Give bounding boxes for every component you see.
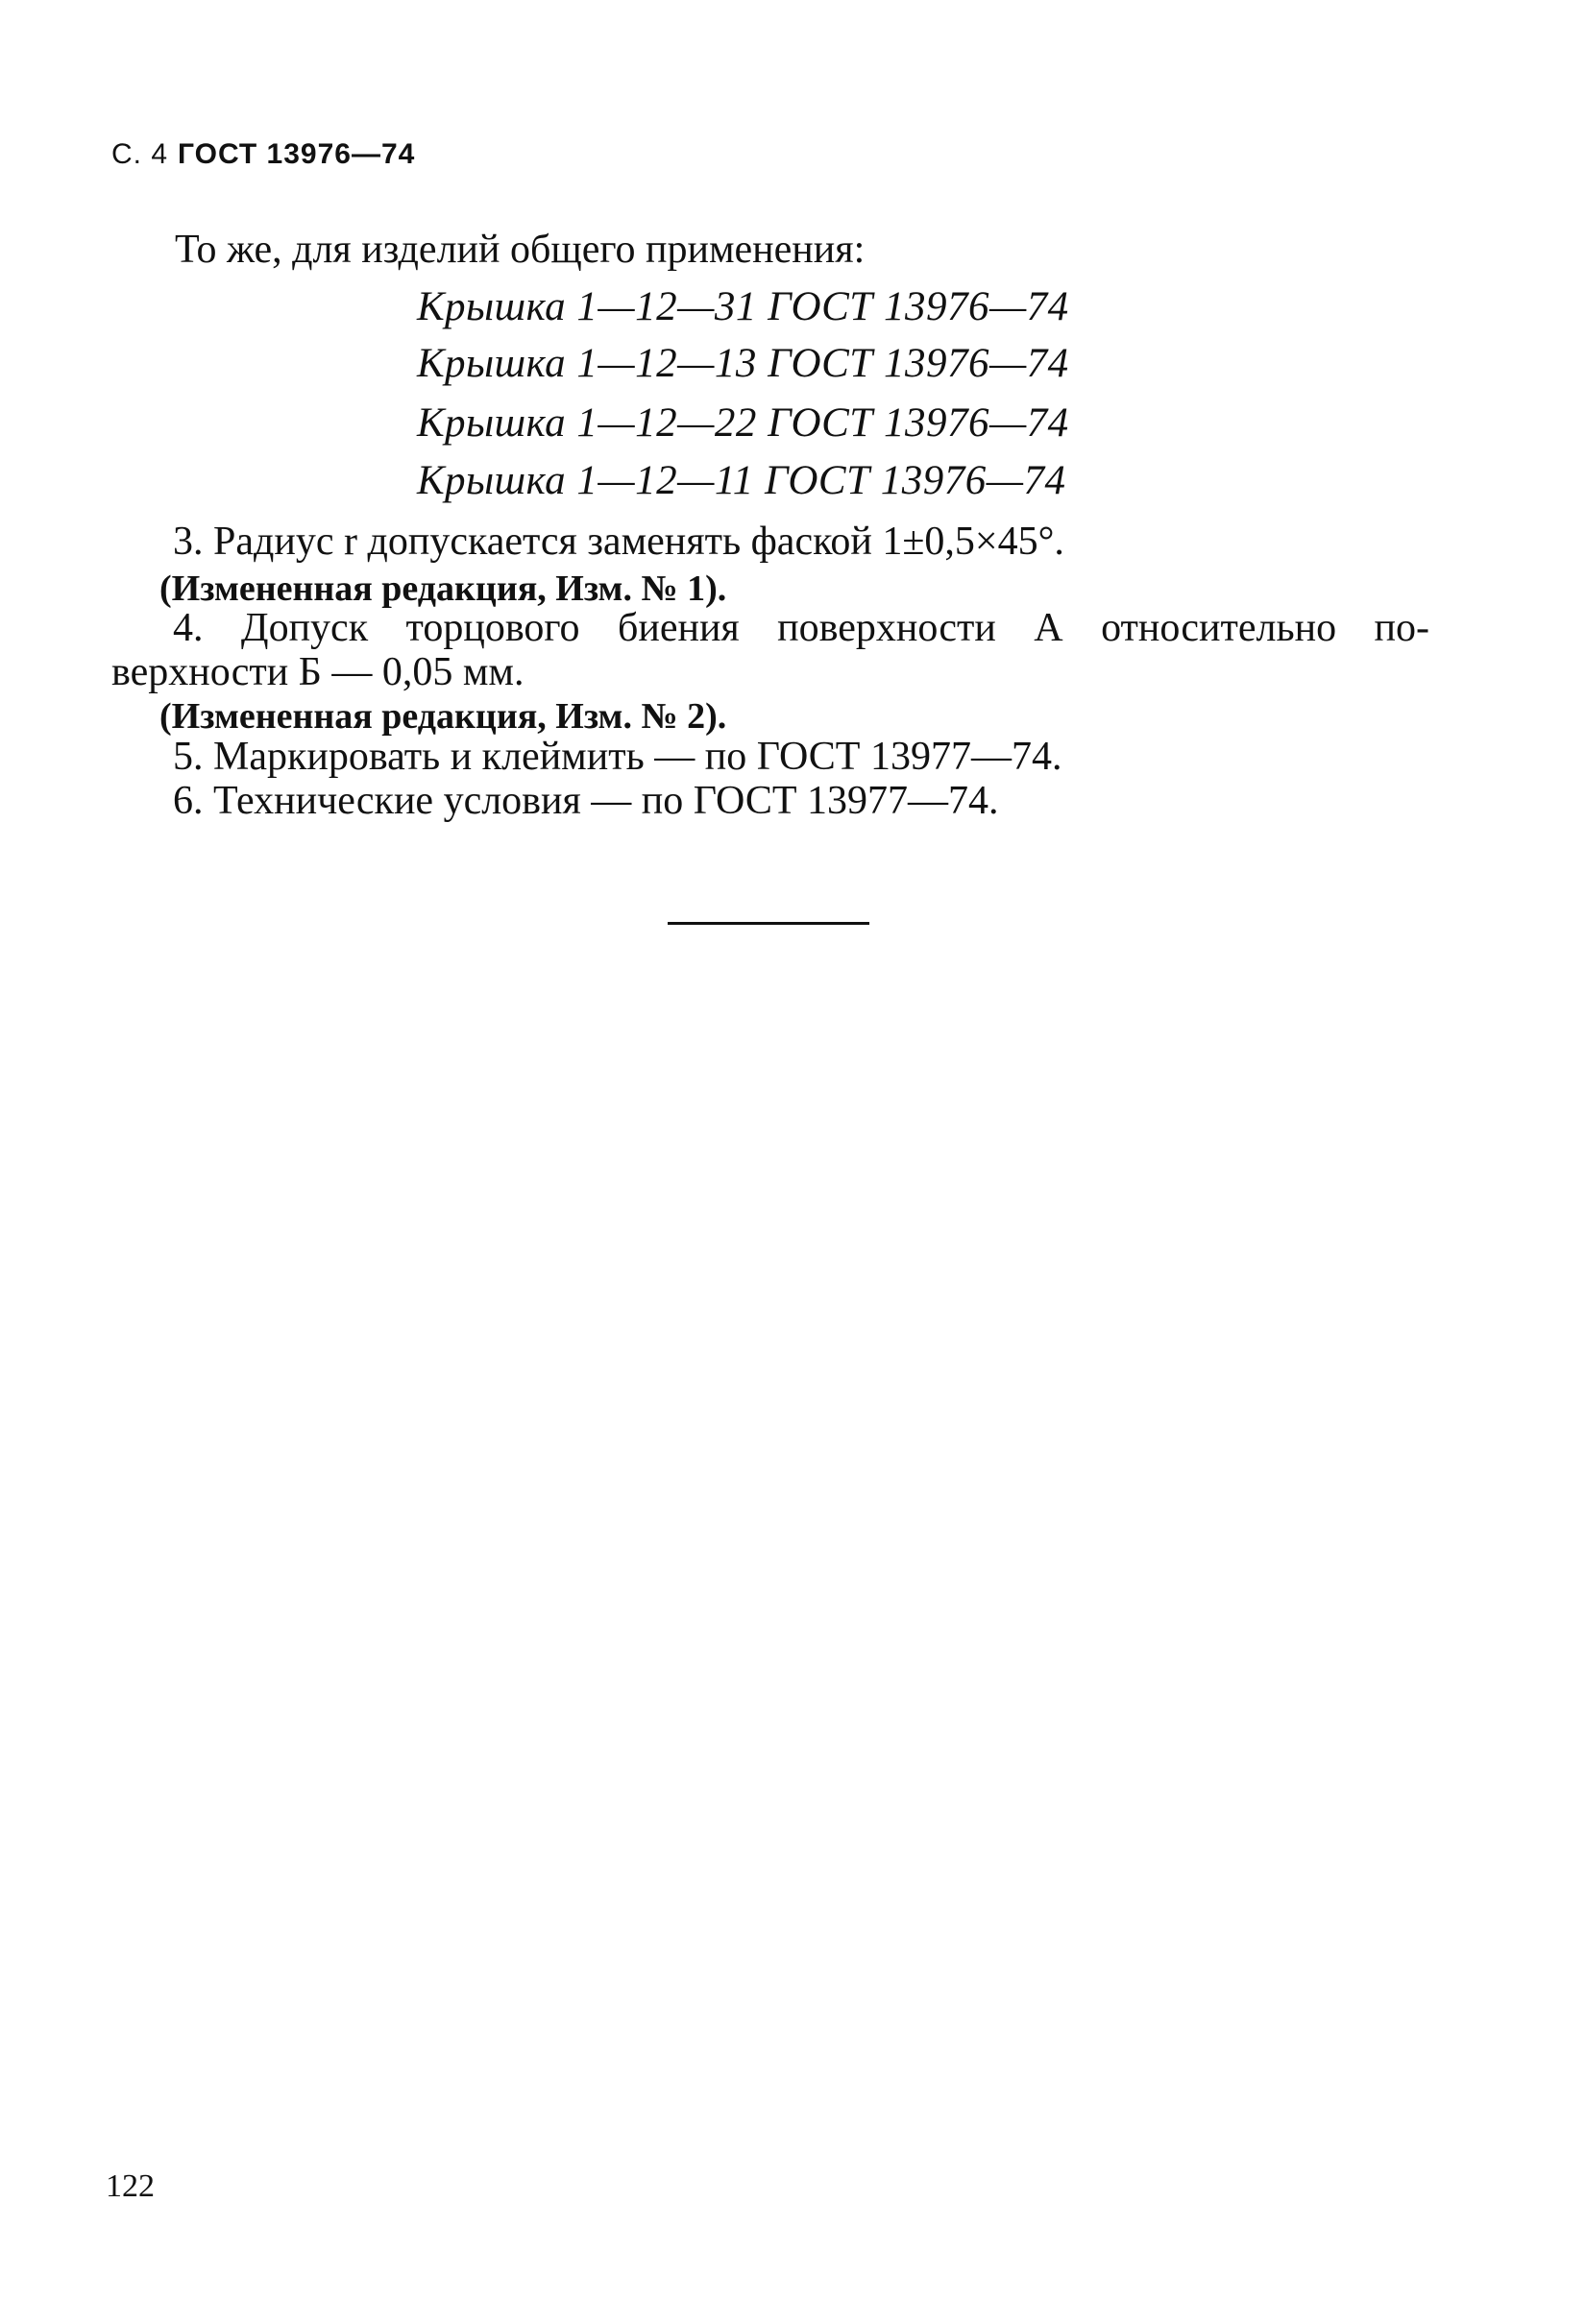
page-header bbox=[111, 138, 415, 171]
designation-1: Крышка 1—12—31 ГОСТ 13976—74 bbox=[417, 284, 1069, 329]
page-header-prefix: С. 4 bbox=[111, 138, 169, 170]
end-divider bbox=[668, 922, 869, 925]
edition-note-2: (Измененная редакция, Изм. № 2). bbox=[159, 696, 727, 737]
designation-4: Крышка 1—12—11 ГОСТ 13976—74 bbox=[417, 458, 1066, 503]
item-3: 3. Радиус r допускается заменять фаской 1±0,5×45°. bbox=[173, 520, 1064, 564]
item-4-line-2: верхности Б — 0,05 мм. bbox=[111, 650, 525, 694]
page-number: 122 bbox=[106, 2168, 155, 2204]
item-6: 6. Технические условия — по ГОСТ 13977—74. bbox=[173, 779, 999, 823]
edition-note-1: (Измененная редакция, Изм. № 1). bbox=[159, 569, 727, 609]
intro-text: То же, для изделий общего применения: bbox=[175, 228, 866, 272]
designation-3: Крышка 1—12—22 ГОСТ 13976—74 bbox=[417, 400, 1069, 446]
item-4-line-1: 4. Допуск торцового биения поверхности А относительно по- bbox=[173, 606, 1429, 650]
item-5: 5. Маркировать и клеймить — по ГОСТ 13977—74. bbox=[173, 735, 1062, 779]
designation-2: Крышка 1—12—13 ГОСТ 13976—74 bbox=[417, 341, 1069, 386]
page-header-gost: ГОСТ 13976—74 bbox=[178, 138, 416, 170]
